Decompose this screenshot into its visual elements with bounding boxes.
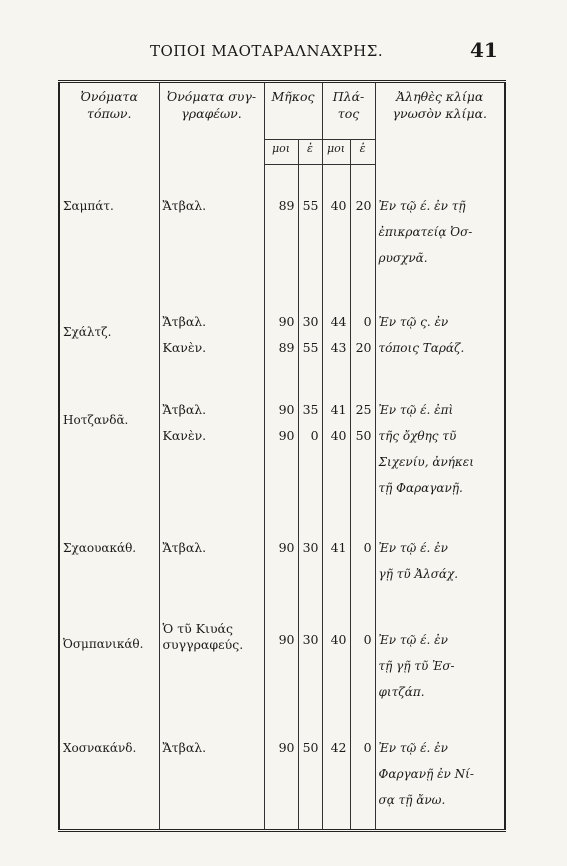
header-width-minutes: ἑ	[350, 140, 375, 165]
width-degrees: 41 40	[322, 397, 350, 507]
length-degrees: 90 90	[264, 397, 298, 507]
width-degrees: 40	[322, 621, 350, 707]
width-minutes: 20	[350, 193, 375, 281]
length-degrees: 89	[264, 193, 298, 281]
table-row	[59, 397, 505, 507]
length-minutes: 30	[298, 535, 322, 593]
gazetteer-table	[58, 80, 506, 832]
length-minutes: 55	[298, 193, 322, 281]
author-list: Ὁ τῦ Κιυάς συγγραφεύς.	[159, 621, 264, 707]
author-list: Ἄτβαλ.	[159, 535, 264, 593]
climate-note: Ἐν τῷ έ. ἐν Φαργανῇ ἐν Νί- σᾳ τῇ ἄνω.	[375, 735, 505, 825]
length-minutes: 35 0	[298, 397, 322, 507]
place-name: Ὀσμπανικάθ.	[59, 621, 159, 707]
width-minutes: 25 50	[350, 397, 375, 507]
header-length: Μῆκος	[264, 82, 322, 140]
length-degrees: 90	[264, 621, 298, 707]
header-climate: Ἀληθὲς κλίμα γνωσὸν κλίμα.	[375, 82, 505, 165]
header-length-minutes: ἑ	[298, 140, 322, 165]
place-name: Χοσνακάνδ.	[59, 735, 159, 825]
author-list: Ἄτβαλ.	[159, 735, 264, 825]
author-list: Ἄτβαλ. Κανὲν.	[159, 397, 264, 507]
length-degrees: 90 89	[264, 309, 298, 369]
width-degrees: 44 43	[322, 309, 350, 369]
running-title: ΤΟΠΟΙ ΜΑΟΤΑΡΑΛΝΑΧΡΗΣ.	[150, 42, 384, 60]
climate-note: Ἐν τῷ έ. ἐν τῇ ἐπικρατείᾳ Ὀσ- ρυσχνᾶ.	[375, 193, 505, 281]
table-row	[59, 535, 505, 593]
width-minutes: 0	[350, 621, 375, 707]
author-list: Ἄτβαλ.	[159, 193, 264, 281]
place-name: Σχαουακάθ.	[59, 535, 159, 593]
climate-note: Ἐν τῷ έ. ἐν γῇ τῦ Ἀλσάχ.	[375, 535, 505, 593]
table-row	[59, 309, 505, 369]
climate-note: Ἐν τῷ έ. ἐπὶ τῆς ὄχθης τῦ Σιχενίυ, ἀνήκει τῇ Φαραγανῇ.	[375, 397, 505, 507]
length-degrees: 90	[264, 735, 298, 825]
table-row	[59, 735, 505, 825]
length-degrees: 90	[264, 535, 298, 593]
length-minutes: 50	[298, 735, 322, 825]
length-minutes: 30 55	[298, 309, 322, 369]
width-degrees: 42	[322, 735, 350, 825]
climate-note: Ἐν τῷ έ. ἐν τῇ γῇ τῦ Ἐσ- φιτζάπ.	[375, 621, 505, 707]
table-row	[59, 193, 505, 281]
width-minutes: 0	[350, 735, 375, 825]
header-width: Πλά-τος	[322, 82, 375, 140]
length-minutes: 30	[298, 621, 322, 707]
page-number: 41	[470, 38, 498, 62]
header-author-names: Ὀνόματα συγ-γραφέων.	[159, 82, 264, 165]
width-minutes: 0	[350, 535, 375, 593]
table-body	[59, 165, 505, 831]
header-place-names: Ὀνόματα τόπων.	[59, 82, 159, 165]
width-degrees: 40	[322, 193, 350, 281]
header-width-degrees: μοι	[322, 140, 350, 165]
climate-note: Ἐν τῷ ς. ἐν τόποις Ταράζ.	[375, 309, 505, 369]
width-minutes: 0 20	[350, 309, 375, 369]
width-degrees: 41	[322, 535, 350, 593]
author-list: Ἄτβαλ. Κανὲν.	[159, 309, 264, 369]
place-name: Ηοτζανδᾶ.	[59, 397, 159, 507]
table-row	[59, 621, 505, 707]
header-length-degrees: μοι	[264, 140, 298, 165]
place-name: Σαμπάτ.	[59, 193, 159, 281]
place-name: Σχάλτζ.	[59, 309, 159, 369]
